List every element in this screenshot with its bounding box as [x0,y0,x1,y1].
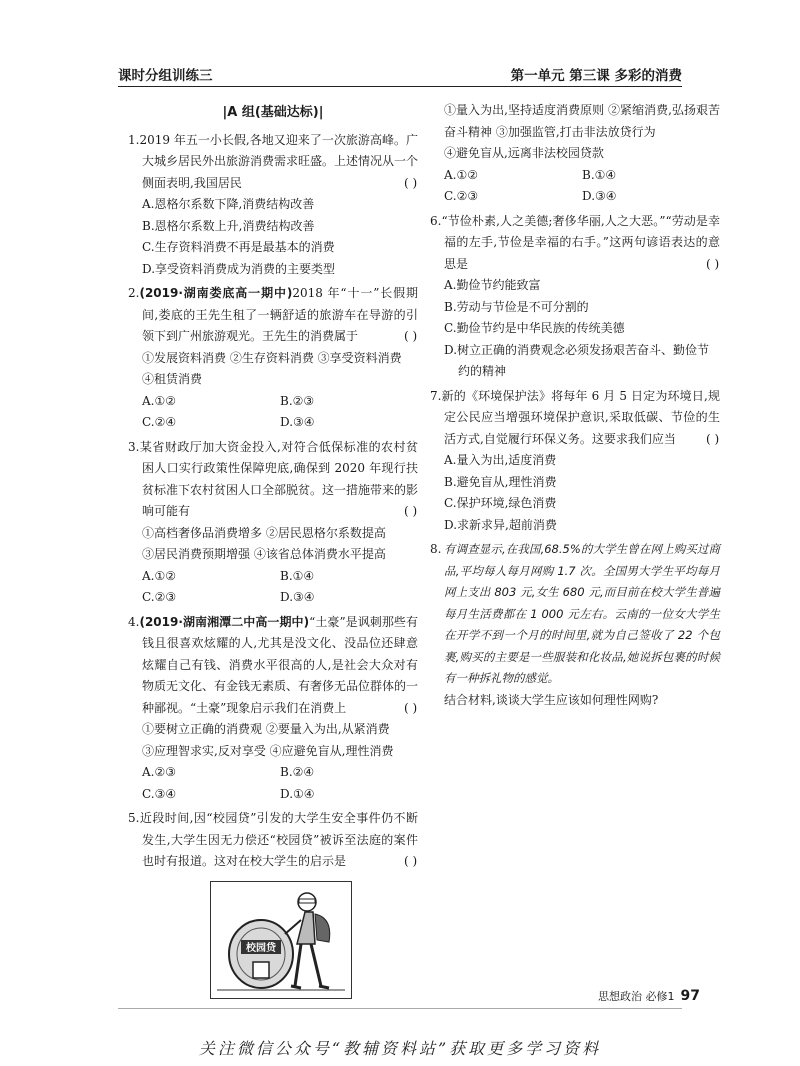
question-number: 2. [128,286,140,300]
coin-label: 校园贷 [246,942,276,954]
question-7 [430,386,720,537]
question-stem: 1.2019 年五一小长假,各地又迎来了一次旅游高峰。广大城乡居民外出旅游消费需求旺盛。上述情况从一个侧面表明,我国居民 ( ) [128,132,419,190]
question-5-continued [430,100,720,208]
question-3 [128,437,418,609]
stem-text: 5.近段时间,因“校园贷”引发的大学生安全事件仍不断发生,大学生因无力偿还“校园贷”被诉至法庭的案件也时有报道。这对在校大学生的启示是 [128,811,418,868]
option-a: A.①② [444,167,478,182]
footer-rule [118,1008,682,1009]
option-b: B.恩格尔系数上升,消费结构改善 [142,218,315,233]
subject-label: 思想政治 必修1 [598,990,675,1003]
statement-line: ①要树立正确的消费观 ②要量入为出,从紧消费 [142,722,390,736]
option-a: A.量入为出,适度消费 [444,453,557,467]
option-d: D.③④ [582,189,617,203]
question-source: (2019·湖南娄底高一期中) [139,286,293,300]
option-a: A.②③ [142,765,176,779]
option-d: D.③④ [280,590,315,604]
option-b: B.避免盲从,理性消费 [444,474,557,489]
right-column [430,100,720,714]
cartoon-drawing [211,882,351,998]
options-grid [430,165,720,208]
question-number: 4. [128,614,140,629]
option-d: D.①④ [280,786,315,801]
statement-line: ①量入为出,坚持适度消费原则 ②紧缩消费,弘扬艰苦奋斗精神 ③加强监管,打击非法放贷行为 [444,103,720,139]
option-a: A.勤俭节约能致富 [444,278,541,292]
option-b: B.①④ [280,568,315,583]
option-c: C.生存资料消费不再是最基本的消费 [142,240,335,254]
statement-line: ④租赁消费 [142,372,203,386]
question-stem: 4.(2019·湖南湘潭二中高一期中)“土豪”是讽刺那些有钱且很喜欢炫耀的人,尤其是没文化、没品位还肆意炫耀自己有钱、消费水平很高的人,是社会大众对有物质无文化、有金钱无素质、有奢侈无品位群体的一种鄙视。“土豪”现象启示我们在消费上 ( ) [128,614,419,715]
option-b: B.①④ [582,167,617,182]
option-c: C.勤俭节约是中华民族的传统美德 [444,321,625,335]
option-d: D.享受资料消费成为消费的主要类型 [142,261,336,276]
statement-line: ①发展资料消费 ②生存资料消费 ③享受资料消费 [142,350,402,365]
option-b: B.劳动与节俭是不可分割的 [444,299,589,314]
options-grid [128,566,418,609]
question-stem: 7.新的《环境保护法》将每年 6 月 5 日定为环境日,规定公民应当增强环境保护意识,采取低碳、节俭的生活方式,自觉履行环保义务。这要求我们应当 ( ) [430,388,720,446]
option-a: A.①② [142,393,176,408]
question-stem: 2.(2019·湖南娄底高一期中)2018 年“十一”长假期间,娄底的王先生租了一辆舒适的旅游车在导游的引领下到广州旅游观光。王先生的消费属于 ( ) [128,286,418,343]
header-rule [118,86,682,87]
options-grid [128,762,418,805]
option-b: B.②④ [280,765,315,779]
option-d: D.③④ [280,415,315,429]
question-prompt: 结合材料,谈谈大学生应该如何理性网购? [444,692,659,707]
question-4 [128,612,418,806]
page-footer [598,988,700,1004]
campus-loan-cartoon [210,881,352,999]
stem-text: 7.新的《环境保护法》将每年 6 月 5 日定为环境日,规定公民应当增强环境保护意识,采取低碳、节俭的生活方式,自觉履行环保义务。这要求我们应当 [430,388,720,446]
wechat-notice: 关注微信公众号“教辅资料站”获取更多学习资料 [198,1039,602,1058]
options-grid [128,391,418,434]
question-number: 8. [430,542,442,556]
option-c: C.③④ [142,786,177,801]
option-a: A.①② [142,568,176,583]
question-stem: 3.某省财政厅加大资金投入,对符合低保标准的农村贫困人口实行政策性保障兜底,确保到 2020 年现行扶贫标准下农村贫困人口全部脱贫。这一措施带来的影响可能有 ( ) [128,439,419,518]
option-a: A.恩格尔系数下降,消费结构改善 [142,197,315,211]
option-d: D.树立正确的消费观念必须发扬艰苦奋斗、勤俭节约的精神 [444,342,710,378]
statement-line: ③居民消费预期增强 ④该省总体消费水平提高 [142,547,386,561]
statement-line: ①高档奢侈品消费增多 ②居民恩格尔系数提高 [142,525,386,540]
question-stem: 5.近段时间,因“校园贷”引发的大学生安全事件仍不断发生,大学生因无力偿还“校园贷”被诉至法庭的案件也时有报道。这对在校大学生的启示是 ( ) [128,811,418,868]
question-8-material-row [430,539,720,690]
stem-text: 3.某省财政厅加大资金投入,对符合低保标准的农村贫困人口实行政策性保障兜底,确保到 2020 年现行扶贫标准下农村贫困人口全部脱贫。这一措施带来的影响可能有 [128,439,419,518]
question-6 [430,211,720,383]
stem-text: 1.2019 年五一小长假,各地又迎来了一次旅游高峰。广大城乡居民外出旅游消费需求旺盛。上述情况从一个侧面表明,我国居民 [128,132,419,190]
stem-text: 6.“节俭朴素,人之美德;奢侈华丽,人之大恶。”“劳动是幸福的左手,节俭是幸福的右手。”这两句谚语表达的意思是 [430,213,720,271]
statement-line: ④避免盲从,远离非法校园贷款 [444,146,604,160]
option-c: C.②③ [444,189,479,203]
question-2 [128,283,418,434]
group-title: |A 组(基础达标)| [222,105,324,120]
option-c: C.②④ [142,415,177,429]
question-8 [430,539,720,711]
question-1 [128,130,418,281]
left-column [128,100,418,1002]
statement-line: ③应理智求实,反对享受 ④应避免盲从,理性消费 [142,743,394,758]
option-b: B.②③ [280,393,315,408]
material-text: 有调查显示,在我国,68.5%的大学生曾在网上购买过商品,平均每人每月网购 1.7 次。全国男大学生平均每月网上支出 803 元,女生 680 元,而目前在校大学生普遍每月生活费都在 1 000 元左右。云南的一位女大学生在开学不到一个月的时间里,就为自己签收了 22 个包裹,购买的主要是一些服装和化妆品,她说拆包裹的时候有一种拆礼物的感觉。 [444,542,720,685]
page-number: 97 [680,988,700,1004]
option-d: D.求新求异,超前消费 [444,517,557,532]
header-left: 课时分组训练三 [118,68,213,84]
option-c: C.保护环境,绿色消费 [444,496,557,510]
question-stem: 6.“节俭朴素,人之美德;奢侈华丽,人之大恶。”“劳动是幸福的左手,节俭是幸福的右手。”这两句谚语表达的意思是 ( ) [430,213,720,271]
stem-text: “土豪”是讽刺那些有钱且很喜欢炫耀的人,尤其是没文化、没品位还肆意炫耀自己有钱、消费水平很高的人,是社会大众对有物质无文化、有金钱无素质、有奢侈无品位群体的一种鄙视。“土豪”现象启示我们在消费上 [142,614,419,715]
stem-text: 2018 年“十一”长假期间,娄底的王先生租了一辆舒适的旅游车在导游的引领下到广州旅游观光。王先生的消费属于 [142,286,418,343]
header-right: 第一单元 第三课 多彩的消费 [510,68,682,84]
option-c: C.②③ [142,590,177,604]
question-5 [128,808,418,999]
question-source: (2019·湖南湘潭二中高一期中) [139,614,310,629]
